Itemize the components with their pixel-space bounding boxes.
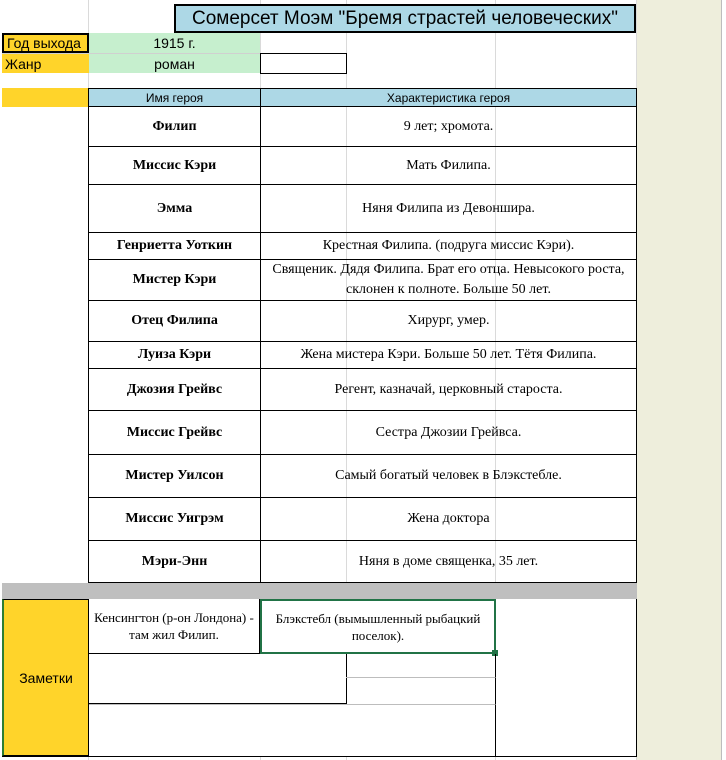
character-desc: Няня в доме священка, 35 лет. bbox=[358, 553, 539, 569]
character-name-cell[interactable] bbox=[88, 454, 261, 498]
character-name-cell[interactable] bbox=[88, 497, 261, 541]
page-title[interactable] bbox=[174, 4, 636, 33]
character-name: Миссис Грейвс bbox=[126, 424, 223, 440]
character-name: Филип bbox=[152, 118, 197, 134]
year-value: 1915 г. bbox=[153, 35, 196, 51]
character-desc: Сестра Джозии Грейвса. bbox=[375, 424, 522, 440]
genre-label: Жанр bbox=[5, 55, 42, 72]
column-header-desc-text: Характеристика героя bbox=[386, 90, 511, 105]
character-name: Луиза Кэри bbox=[137, 347, 212, 362]
character-desc: Крестная Филипа. (подруга миссис Кэри). bbox=[322, 238, 575, 253]
character-desc: Няня Филипа из Девоншира. bbox=[362, 200, 535, 216]
character-desc-cell[interactable] bbox=[260, 300, 637, 342]
spacer-cell bbox=[89, 73, 260, 88]
note-cell-empty[interactable] bbox=[89, 704, 496, 756]
character-name: Мистер Кэри bbox=[132, 272, 217, 287]
filler-column bbox=[637, 0, 721, 760]
column-header-desc[interactable] bbox=[260, 88, 637, 107]
character-name-cell[interactable] bbox=[88, 341, 261, 369]
character-desc-cell[interactable] bbox=[260, 341, 637, 369]
left-column bbox=[2, 107, 88, 583]
character-desc-cell[interactable] bbox=[260, 146, 637, 185]
character-desc-cell[interactable] bbox=[260, 259, 637, 301]
character-desc-cell[interactable] bbox=[260, 232, 637, 260]
character-name: Мистер Уилсон bbox=[125, 468, 224, 483]
character-desc: Самый богатый человек в Блэкстебле. bbox=[335, 468, 562, 483]
note-cell-2[interactable] bbox=[260, 599, 496, 654]
character-desc-cell[interactable] bbox=[260, 106, 637, 147]
character-name: Генриетта Уоткин bbox=[116, 238, 233, 253]
character-desc: Регент, казначай, церковный староста. bbox=[334, 381, 563, 397]
empty-bordered-cell[interactable] bbox=[260, 53, 347, 74]
character-desc-cell[interactable] bbox=[260, 497, 637, 541]
note-cell-empty[interactable] bbox=[346, 654, 496, 678]
character-name-cell[interactable] bbox=[88, 540, 261, 583]
notes-label-cell[interactable] bbox=[2, 599, 89, 756]
character-name: Отец Филипа bbox=[131, 313, 218, 328]
title-text: Сомерсет Моэм "Бремя страстей человеческих" bbox=[192, 7, 618, 29]
genre-label-cell[interactable] bbox=[2, 53, 89, 73]
notes-label: Заметки bbox=[19, 669, 73, 686]
note-cell-empty[interactable] bbox=[496, 599, 637, 756]
character-desc: Жена мистера Кэри. Больше 50 лет. Тётя Филипа. bbox=[300, 347, 597, 362]
separator-bar bbox=[2, 583, 637, 599]
character-name-cell[interactable] bbox=[88, 106, 261, 147]
character-name-cell[interactable] bbox=[88, 368, 261, 411]
character-name: Миссис Кэри bbox=[132, 157, 217, 173]
character-desc-cell[interactable] bbox=[260, 368, 637, 411]
character-desc: Хирург, умер. bbox=[407, 313, 490, 328]
year-value-cell[interactable] bbox=[89, 33, 260, 53]
year-label-cell[interactable] bbox=[2, 33, 89, 53]
year-label: Год выхода bbox=[7, 35, 81, 51]
character-name-cell[interactable] bbox=[88, 232, 261, 260]
character-name-cell[interactable] bbox=[88, 184, 261, 233]
genre-value: роман bbox=[154, 55, 195, 72]
character-name-cell[interactable] bbox=[88, 259, 261, 301]
character-desc: Жена доктора bbox=[407, 511, 490, 526]
column-header-name[interactable] bbox=[88, 88, 261, 107]
character-desc: 9 лет; хромота. bbox=[403, 118, 494, 134]
note-text-2: Блэкстебл (вымышленный рыбацкий поселок). bbox=[275, 610, 481, 643]
character-name-cell[interactable] bbox=[88, 146, 261, 185]
bottom-border bbox=[2, 756, 637, 757]
column-header-name-text: Имя героя bbox=[145, 90, 204, 105]
character-desc-cell[interactable] bbox=[260, 410, 637, 455]
note-cell-1[interactable] bbox=[89, 599, 260, 654]
character-desc: Священик. Дядя Филипа. Брат его отца. Невысокого роста, склонен к полноте. Больше 50 лет. bbox=[272, 262, 625, 297]
character-name: Мэри-Энн bbox=[141, 553, 208, 569]
character-name-cell[interactable] bbox=[88, 410, 261, 455]
character-desc-cell[interactable] bbox=[260, 184, 637, 233]
character-name: Миссис Уигрэм bbox=[125, 511, 224, 526]
genre-value-cell[interactable] bbox=[89, 53, 260, 73]
character-desc-cell[interactable] bbox=[260, 540, 637, 583]
note-cell-empty[interactable] bbox=[346, 678, 496, 704]
header-filler bbox=[2, 88, 89, 107]
character-name: Джозия Грейвс bbox=[126, 381, 223, 397]
note-text-1: Кенсингтон (р-он Лондона) - там жил Филип. bbox=[94, 610, 254, 642]
character-name-cell[interactable] bbox=[88, 300, 261, 342]
character-name: Эмма bbox=[156, 200, 193, 216]
character-desc-cell[interactable] bbox=[260, 454, 637, 498]
note-cell-empty[interactable] bbox=[89, 654, 347, 704]
character-desc: Мать Филипа. bbox=[406, 157, 491, 173]
right-edge bbox=[721, 0, 726, 760]
